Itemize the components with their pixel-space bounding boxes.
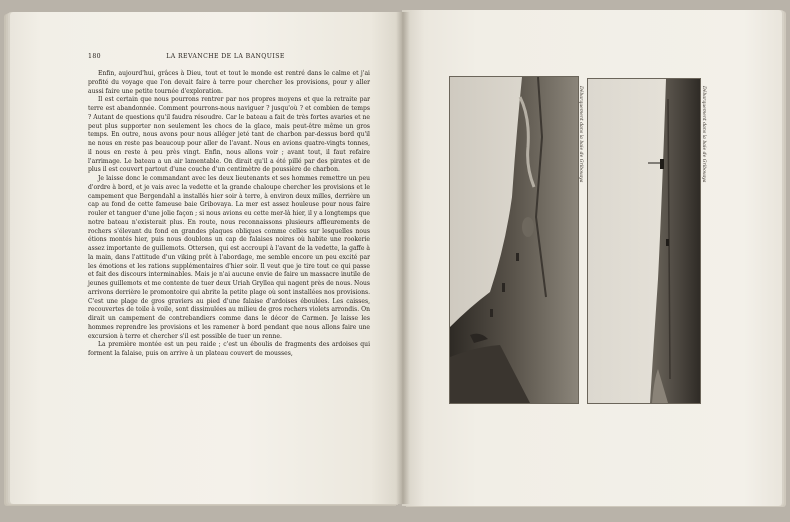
- photo-landing-cliff: [449, 76, 579, 404]
- photo-caption-a: Débarquement dans la baie de Gribovaya: [578, 86, 583, 183]
- photo-landing-cliff-image: [450, 77, 578, 403]
- photo-landing-shore-image: [588, 79, 700, 403]
- running-head: [88, 53, 370, 60]
- paragraph: Il est certain que nous pourrons rentrer par nos propres moyens et que la retraite par terre est abandonnée. Comment pourrons-nous naviguer ? jusqu'où ? et combien de temps ? Autant de questions qu'il faudra résoudre. Car le bateau a fait de très fortes avaries et ne peut plus supporter non seulement les chocs de la glace, mais peut-être même un gros temps. En outre, nous avons pour nous alléger jeté tant de charbon par-dessus bord qu'il ne nous en reste pas beaucoup pour aller de l'avant. Nous en avions quatre-vingts tonnes, il nous en reste à peu près vingt. Enfin, nous allons voir ; avant tout, il faut refaire l'arrimage. Le bateau a un air lamentable. On dirait qu'il a été pillé par des pirates et de plus il est couvert partout d'une couche d'un centimètre de poussière de charbon.: [88, 96, 370, 174]
- paragraph: La première montée est un peu raide ; c'est un éboulis de fragments des ardoises qui forment la falaise, puis on arrive à un plateau couvert de mousses,: [88, 341, 370, 357]
- body-text: [88, 70, 370, 359]
- running-title: LA REVANCHE DE LA BANQUISE: [166, 53, 285, 60]
- book-gutter: [396, 12, 410, 504]
- paragraph: Je laisse donc le commandant avec les deux lieutenants et ses hommes remettre un peu d'ordre à bord, et je vais avec la vedette et la grande chaloupe chercher les provisions et le campement que Bergendahl a installés hier soir à terre, à environ deux milles, derrière un cap au fond de cette fameuse baie Gribovaya. La mer est assez houleuse pour nous faire rouler et tanguer d'une jolie façon ; si nous avions eu cette mer-là hier, il y a longtemps que notre bateau n'existerait plus. En route, nous reconnaissons plusieurs affleurements de rochers s'élevant du fond en grandes plaques obliques comme celles sur lesquelles nous étions montés hier, puis nous doublons un cap de falaises noires où habite une rookerie assez importante de guillemots. Ottersen, qui est accroupi à l'avant de la vedette, la gaffe à la main, dans l'attitude d'un viking prêt à l'abordage, me semble encore un peu excité par les émotions et les rations supplémentaires d'hier soir. Il veut que je tire tout ce qui passe et fait des discours interminables. Mais je n'ai aucune envie de faire un massacre inutile de jeunes guillemots et me contente de tuer deux Uriah Gryllea qui nagent près de nous. Nous arrivons derrière le promontoire qui abrite la petite plage où sont installées nos provisions. C'est une plage de gros graviers au pied d'une falaise d'ardoises éboulées. Les caisses, recouvertes de toile à voile, sont dissimulées au milieu de gros rochers violets arrondis. On dirait un campement de contrebandiers comme dans le décor de Carmen. Je laisse les hommes reprendre les provisions et les ramener à bord pendant que nous allons faire une excursion à terre et chercher s'il est possible de tuer un renne.: [88, 175, 370, 340]
- photo-caption-b: Débarquement dans la baie de Gribovaya: [701, 86, 706, 183]
- paragraph: Enfin, aujourd'hui, grâces à Dieu, tout et tout le monde est rentré dans le calme et j'ai profité du voyage que l'on devait faire à terre pour chercher les provisions, pour y aller aussi faire une petite tournée d'exploration.: [88, 70, 370, 95]
- photo-landing-shore: [587, 78, 701, 404]
- page-number: 180: [88, 53, 102, 60]
